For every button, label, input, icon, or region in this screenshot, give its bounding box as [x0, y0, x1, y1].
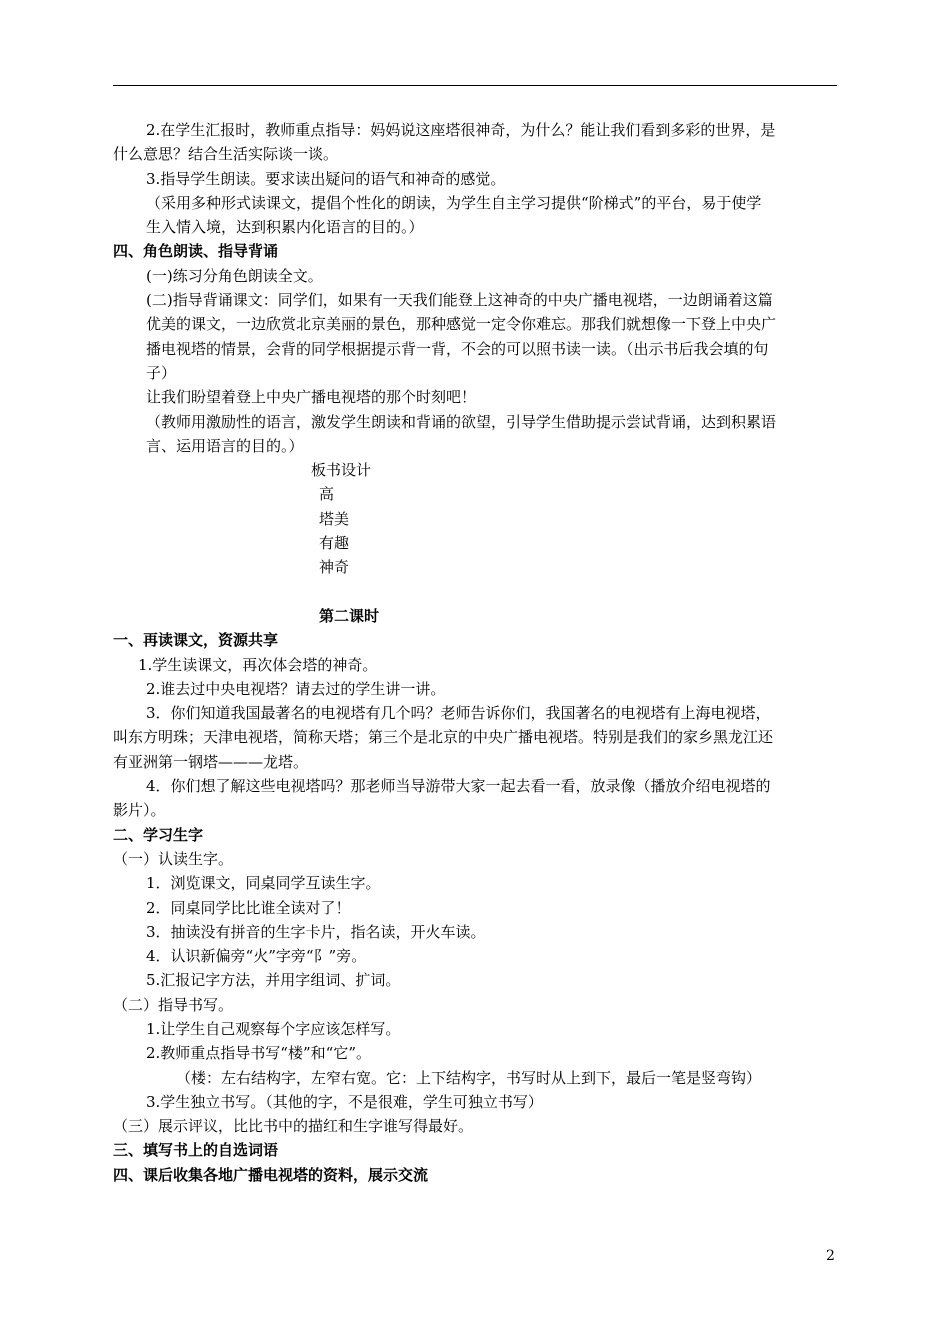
text-line: 叫东方明珠；天津电视塔，简称天塔；第三个是北京的中央广播电视塔。特别是我们的家乡黑龙江还 [113, 728, 774, 747]
text-line: （楼：左右结构字，左窄右宽。它：上下结构字，书写时从上到下，最后一笔是竖弯钩） [176, 1068, 762, 1087]
text-line: 影片）。 [113, 801, 166, 820]
text-line: 3．你们知道我国最著名的电视塔有几个吗？老师告诉你们，我国著名的电视塔有上海电视塔， [146, 704, 771, 723]
text-line: (一)练习分角色朗读全文。 [146, 266, 323, 285]
section-heading: 二、学习生字 [113, 825, 204, 844]
board-design-item: 塔美 [319, 509, 350, 528]
text-line: 1.学生读课文，再次体会塔的神奇。 [138, 655, 378, 674]
section-heading: 三、填写书上的自选词语 [113, 1141, 279, 1160]
board-design-item: 有趣 [319, 534, 350, 553]
subsection-heading: （一）认读生字。 [113, 849, 234, 868]
lesson-title: 第二课时 [319, 606, 380, 625]
text-line: 3.指导学生朗读。要求读出疑问的语气和神奇的感觉。 [146, 169, 506, 188]
text-line: 播电视塔的情景，会背的同学根据提示背一背，不会的可以照书读一读。（出示书后我会填的句 [146, 339, 769, 358]
text-line: 2．同桌同学比比谁全读对了！ [146, 898, 351, 917]
text-line: 2.教师重点指导书写“楼”和“它”。 [146, 1044, 371, 1063]
page-number: 2 [826, 1248, 835, 1264]
text-line: 言、运用语言的目的。） [146, 436, 304, 455]
section-heading: 四、角色朗读、指导背诵 [113, 242, 279, 261]
board-design-title: 板书设计 [311, 461, 372, 480]
header-rule [113, 85, 837, 86]
board-design-item: 高 [319, 485, 335, 504]
text-line: 有亚洲第一钢塔———龙塔。 [113, 752, 309, 771]
text-line: 1．浏览课文，同桌同学互读生字。 [146, 874, 381, 893]
text-line: 2.谁去过中央电视塔？请去过的学生讲一讲。 [146, 679, 446, 698]
text-line: 4．你们想了解这些电视塔吗？那老师当导游带大家一起去看一看，放录像（播放介绍电视塔的 [146, 777, 771, 796]
text-line: 5.汇报记字方法，并用字组词、扩词。 [146, 971, 401, 990]
section-heading: 四、课后收集各地广播电视塔的资料，展示交流 [113, 1165, 429, 1184]
subsection-heading: （三）展示评议，比比书中的描红和生字谁写得最好。 [113, 1117, 474, 1136]
document-body [113, 118, 837, 1187]
text-line: （采用多种形式读课文，提倡个性化的朗读，为学生自主学习提供“阶梯式”的平台，易于使学 [146, 193, 762, 212]
text-line: 子） [146, 363, 177, 382]
text-line: 2.在学生汇报时，教师重点指导：妈妈说这座塔很神奇，为什么？能让我们看到多彩的世界，是 [146, 121, 776, 139]
text-line: 什么意思？结合生活实际谈一谈。 [113, 145, 339, 164]
text-line: 生入情入境，达到积累内化语言的目的。） [146, 218, 424, 237]
board-design-item: 神奇 [319, 558, 350, 577]
text-line: 3．抽读没有拼音的生字卡片，指名读，开火车读。 [146, 922, 486, 941]
text-line: 优美的课文，一边欣赏北京美丽的景色，那种感觉一定令你难忘。那我们就想像一下登上中央广 [146, 315, 777, 334]
text-line: 4．认识新偏旁“火”字旁“阝”旁。 [146, 947, 367, 966]
subsection-heading: （二）指导书写。 [113, 995, 234, 1014]
text-line: 3.学生独立书写。（其他的字，不是很难，学生可独立书写） [146, 1092, 543, 1111]
text-line: 1.让学生自己观察每个字应该怎样写。 [146, 1019, 401, 1038]
text-line: 让我们盼望着登上中央广播电视塔的那个时刻吧！ [146, 388, 477, 407]
text-line: （教师用激励性的语言，激发学生朗读和背诵的欲望，引导学生借助提示尝试背诵，达到积累语 [146, 412, 777, 431]
text-line: (二)指导背诵课文：同学们，如果有一天我们能登上这神奇的中央广播电视塔，一边朗诵着这篇 [146, 291, 773, 310]
section-heading: 一、再读课文，资源共享 [113, 631, 279, 650]
